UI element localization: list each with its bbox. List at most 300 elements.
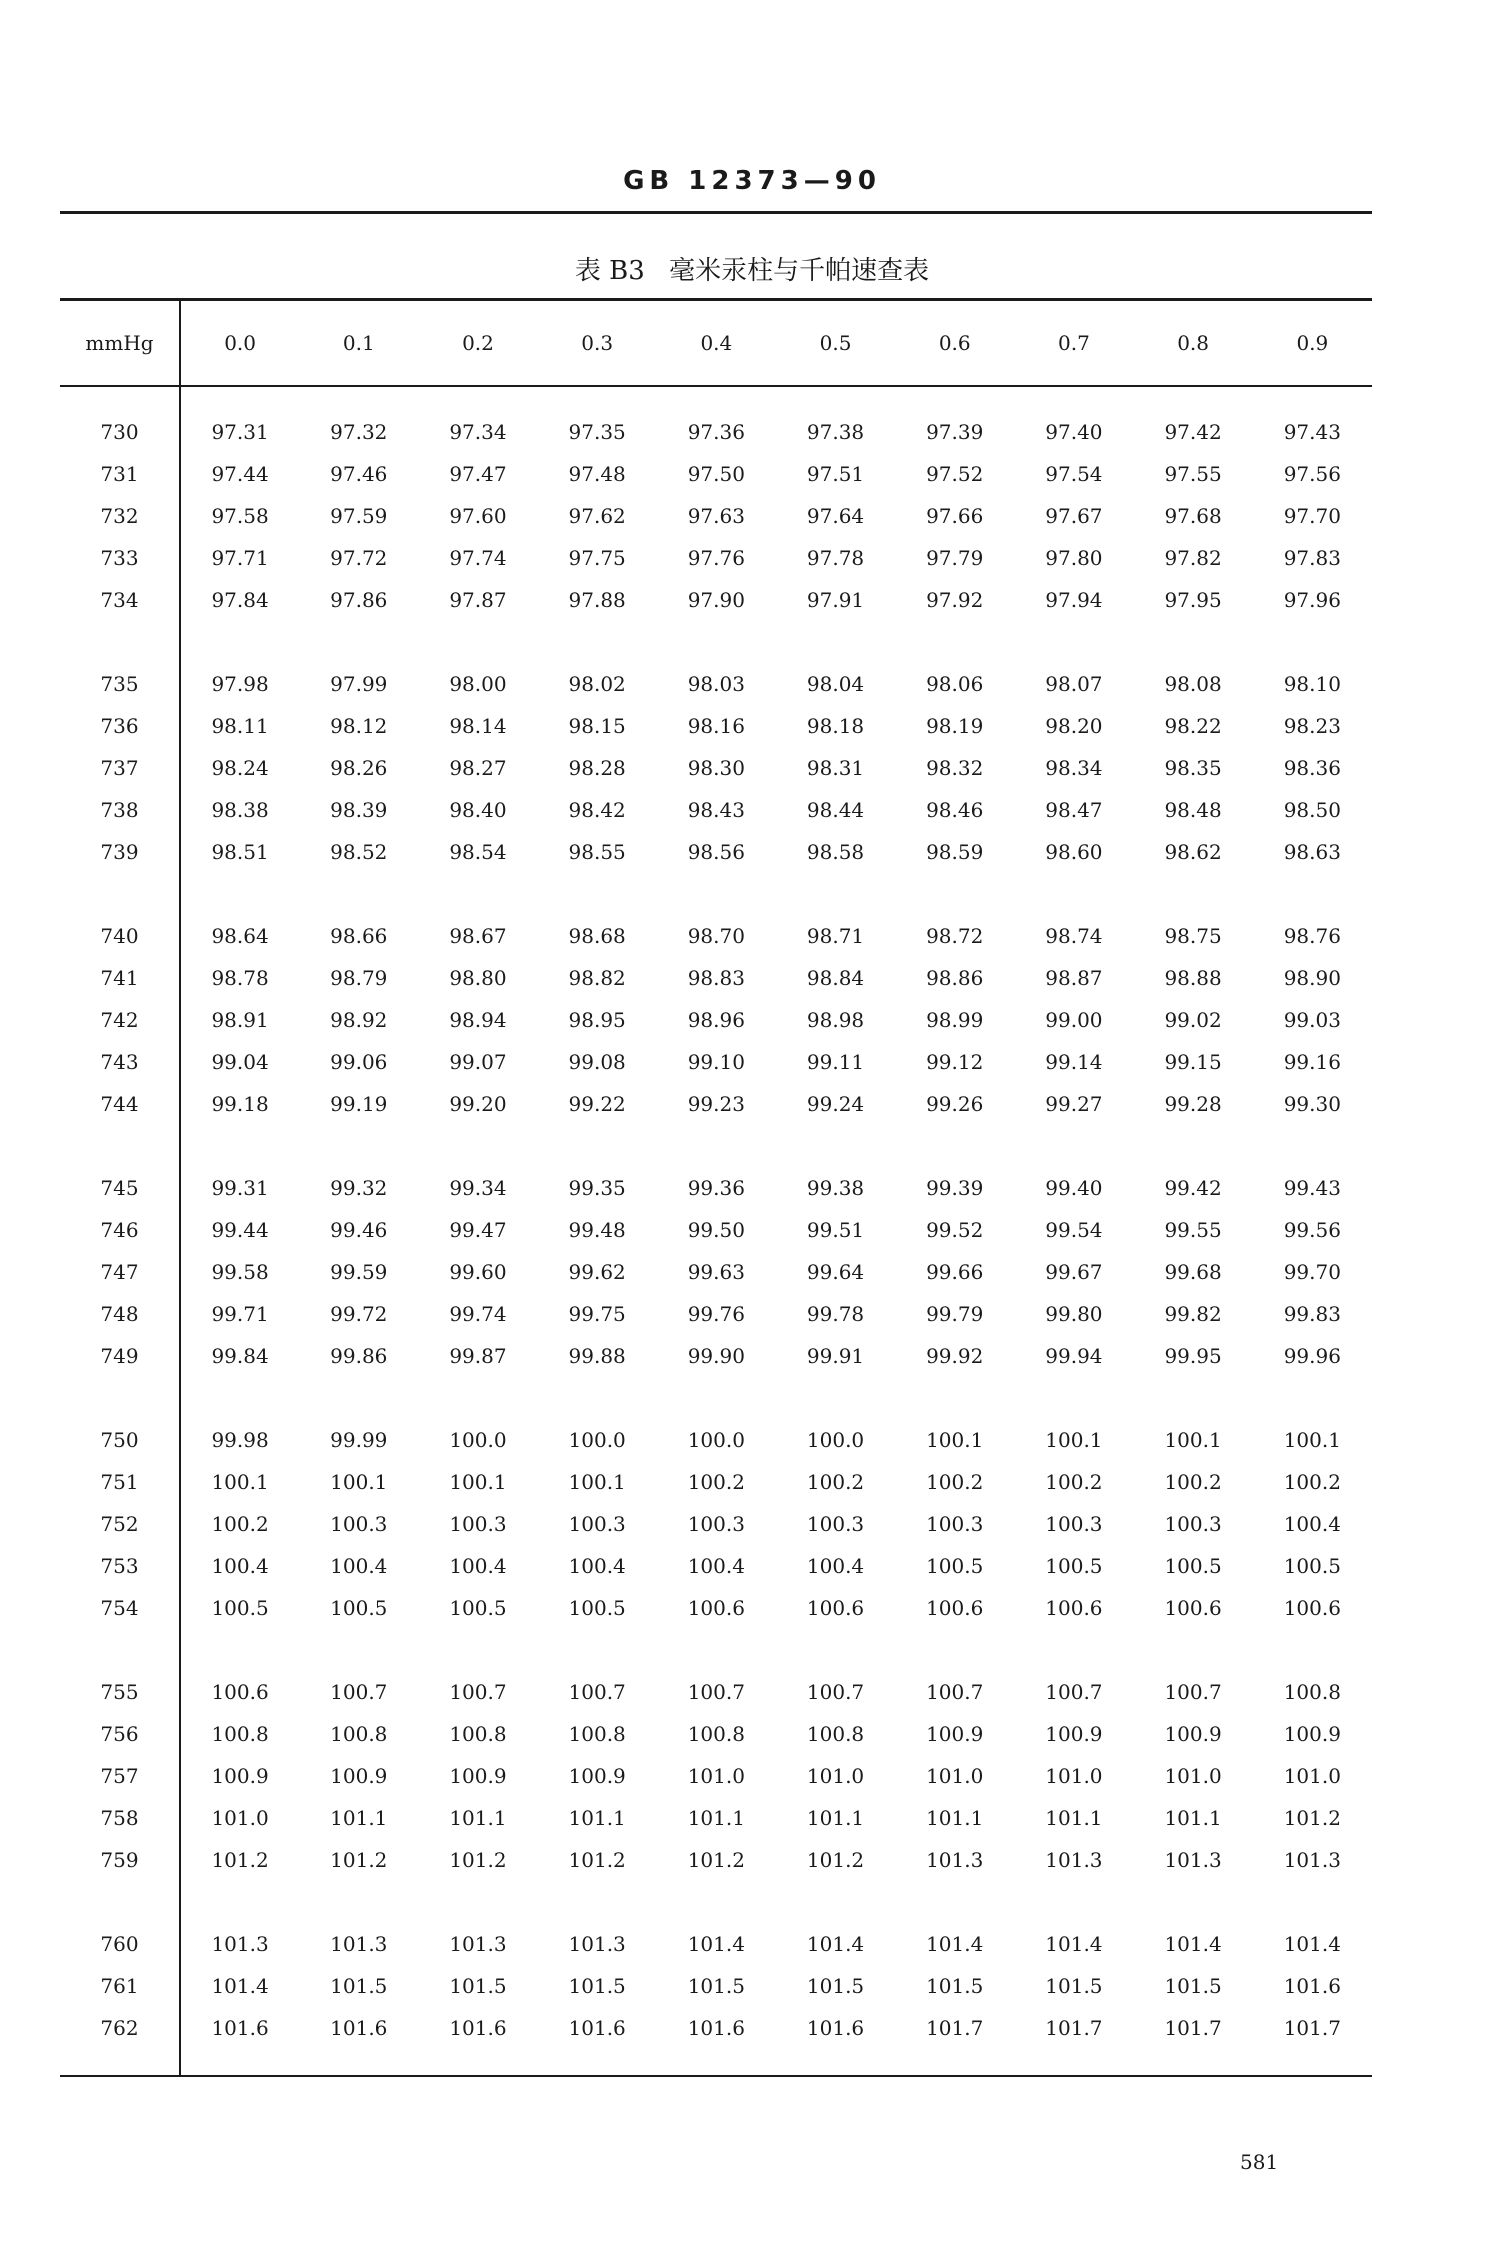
kpa-cell: 99.26 xyxy=(926,1092,984,1116)
kpa-cell: 99.86 xyxy=(330,1344,388,1368)
kpa-cell: 97.42 xyxy=(1164,420,1222,444)
kpa-cell: 101.5 xyxy=(1164,1974,1222,1998)
kpa-cell: 101.1 xyxy=(449,1806,507,1830)
table-row xyxy=(60,1167,1372,1209)
kpa-cell: 97.96 xyxy=(1283,588,1341,612)
kpa-cell: 100.4 xyxy=(687,1554,745,1578)
kpa-cell: 99.94 xyxy=(1045,1344,1103,1368)
kpa-cell: 100.9 xyxy=(1164,1722,1222,1746)
kpa-cell: 100.9 xyxy=(568,1764,626,1788)
kpa-cell: 97.50 xyxy=(687,462,745,486)
kpa-cell: 97.35 xyxy=(568,420,626,444)
mmhg-cell: 746 xyxy=(60,1209,180,1251)
kpa-cell: 98.00 xyxy=(449,672,507,696)
mmhg-cell: 735 xyxy=(60,663,180,705)
kpa-cell: 98.40 xyxy=(449,798,507,822)
kpa-cell: 99.14 xyxy=(1045,1050,1103,1074)
table-row xyxy=(60,1083,1372,1125)
kpa-cell: 99.71 xyxy=(211,1302,269,1326)
kpa-cell: 99.31 xyxy=(211,1176,269,1200)
kpa-cell: 99.40 xyxy=(1045,1176,1103,1200)
spacer-cell xyxy=(538,386,657,411)
spacer-cell xyxy=(538,1881,657,1923)
spacer-row xyxy=(60,1629,1372,1671)
kpa-cell: 98.91 xyxy=(211,1008,269,1032)
header-rule xyxy=(60,211,1372,214)
kpa-cell: 97.36 xyxy=(687,420,745,444)
kpa-cell: 98.56 xyxy=(687,840,745,864)
spacer-cell xyxy=(1014,1629,1133,1671)
kpa-cell: 101.3 xyxy=(926,1848,984,1872)
kpa-cell: 99.34 xyxy=(449,1176,507,1200)
kpa-cell: 101.6 xyxy=(1283,1974,1341,1998)
kpa-cell: 101.5 xyxy=(330,1974,388,1998)
table-row xyxy=(60,1419,1372,1461)
spacer-cell xyxy=(1014,386,1133,411)
kpa-cell: 100.3 xyxy=(806,1512,865,1536)
kpa-cell: 97.60 xyxy=(449,504,507,528)
kpa-cell: 97.94 xyxy=(1045,588,1103,612)
kpa-cell: 98.36 xyxy=(1283,756,1341,780)
kpa-cell: 98.26 xyxy=(330,756,388,780)
spacer-cell xyxy=(1014,1125,1133,1167)
kpa-cell: 100.3 xyxy=(926,1512,984,1536)
spacer-cell xyxy=(1014,1377,1133,1419)
kpa-cell: 99.23 xyxy=(687,1092,745,1116)
kpa-cell: 101.0 xyxy=(687,1764,745,1788)
spacer-row xyxy=(60,1125,1372,1167)
mmhg-cell: 753 xyxy=(60,1545,180,1587)
kpa-cell: 97.86 xyxy=(330,588,388,612)
kpa-cell: 97.80 xyxy=(1045,546,1103,570)
kpa-cell: 99.27 xyxy=(1045,1092,1103,1116)
mmhg-cell: 755 xyxy=(60,1671,180,1713)
kpa-cell: 100.3 xyxy=(568,1512,626,1536)
spacer-cell xyxy=(1134,386,1253,411)
table-row xyxy=(60,1713,1372,1755)
kpa-cell: 97.68 xyxy=(1164,504,1222,528)
table-row xyxy=(60,915,1372,957)
kpa-cell: 99.87 xyxy=(449,1344,507,1368)
kpa-cell: 101.5 xyxy=(1045,1974,1103,1998)
kpa-cell: 99.91 xyxy=(806,1344,865,1368)
kpa-cell: 98.54 xyxy=(449,840,507,864)
spacer-cell xyxy=(1253,873,1372,915)
kpa-cell: 97.70 xyxy=(1283,504,1341,528)
spacer-cell xyxy=(1253,2049,1372,2076)
kpa-cell: 100.5 xyxy=(926,1554,984,1578)
spacer-cell xyxy=(1253,1881,1372,1923)
kpa-cell: 97.92 xyxy=(926,588,984,612)
spacer-cell xyxy=(657,1881,776,1923)
kpa-cell: 100.3 xyxy=(449,1512,507,1536)
kpa-cell: 100.8 xyxy=(449,1722,507,1746)
spacer-cell xyxy=(895,2049,1014,2076)
kpa-cell: 100.1 xyxy=(211,1470,269,1494)
table-row xyxy=(60,1923,1372,1965)
kpa-cell: 101.7 xyxy=(1283,2016,1341,2040)
kpa-cell: 99.50 xyxy=(687,1218,745,1242)
kpa-cell: 98.62 xyxy=(1164,840,1222,864)
spacer-cell xyxy=(180,2049,299,2076)
mmhg-cell: 747 xyxy=(60,1251,180,1293)
kpa-cell: 99.46 xyxy=(330,1218,388,1242)
kpa-cell: 99.98 xyxy=(211,1428,269,1452)
kpa-cell: 99.18 xyxy=(211,1092,269,1116)
spacer-cell xyxy=(657,2049,776,2076)
kpa-cell: 98.78 xyxy=(211,966,269,990)
mmhg-cell: 760 xyxy=(60,1923,180,1965)
kpa-cell: 98.64 xyxy=(211,924,269,948)
spacer-cell xyxy=(60,1377,180,1419)
kpa-cell: 99.79 xyxy=(926,1302,984,1326)
spacer-cell xyxy=(60,1881,180,1923)
kpa-cell: 100.5 xyxy=(330,1596,388,1620)
spacer-cell xyxy=(895,1881,1014,1923)
kpa-cell: 99.63 xyxy=(687,1260,745,1284)
kpa-cell: 98.87 xyxy=(1045,966,1103,990)
spacer-cell xyxy=(1134,1377,1253,1419)
kpa-cell: 100.5 xyxy=(211,1596,269,1620)
kpa-cell: 101.0 xyxy=(211,1806,269,1830)
spacer-cell xyxy=(418,386,537,411)
kpa-cell: 97.87 xyxy=(449,588,507,612)
kpa-cell: 99.12 xyxy=(926,1050,984,1074)
kpa-cell: 100.8 xyxy=(211,1722,269,1746)
kpa-cell: 101.6 xyxy=(211,2016,269,2040)
column-header: 0.1 xyxy=(299,300,418,387)
spacer-cell xyxy=(299,1629,418,1671)
kpa-cell: 98.94 xyxy=(449,1008,507,1032)
kpa-cell: 99.55 xyxy=(1164,1218,1222,1242)
kpa-cell: 98.47 xyxy=(1045,798,1103,822)
kpa-cell: 98.14 xyxy=(449,714,507,738)
mmhg-cell: 748 xyxy=(60,1293,180,1335)
spacer-cell xyxy=(776,386,895,411)
mmhg-cell: 737 xyxy=(60,747,180,789)
kpa-cell: 98.86 xyxy=(926,966,984,990)
kpa-cell: 101.3 xyxy=(568,1932,626,1956)
kpa-cell: 100.2 xyxy=(687,1470,745,1494)
kpa-cell: 100.8 xyxy=(687,1722,745,1746)
kpa-cell: 100.8 xyxy=(568,1722,626,1746)
spacer-cell xyxy=(60,1629,180,1671)
kpa-cell: 100.0 xyxy=(687,1428,745,1452)
table-row xyxy=(60,1839,1372,1881)
kpa-cell: 100.3 xyxy=(330,1512,388,1536)
kpa-cell: 100.8 xyxy=(1283,1680,1341,1704)
kpa-cell: 98.63 xyxy=(1283,840,1341,864)
kpa-cell: 100.5 xyxy=(568,1596,626,1620)
kpa-cell: 100.0 xyxy=(568,1428,626,1452)
spacer-cell xyxy=(180,1629,299,1671)
kpa-cell: 99.52 xyxy=(926,1218,984,1242)
kpa-cell: 99.42 xyxy=(1164,1176,1222,1200)
kpa-cell: 100.9 xyxy=(926,1722,984,1746)
table-row xyxy=(60,453,1372,495)
column-header: 0.6 xyxy=(895,300,1014,387)
kpa-cell: 100.7 xyxy=(1045,1680,1103,1704)
kpa-cell: 98.67 xyxy=(449,924,507,948)
mmhg-cell: 752 xyxy=(60,1503,180,1545)
kpa-cell: 99.04 xyxy=(211,1050,269,1074)
table-row xyxy=(60,1251,1372,1293)
spacer-cell xyxy=(180,1377,299,1419)
spacer-cell xyxy=(299,1881,418,1923)
kpa-cell: 99.62 xyxy=(568,1260,626,1284)
mmhg-cell: 736 xyxy=(60,705,180,747)
kpa-cell: 98.39 xyxy=(330,798,388,822)
kpa-cell: 98.58 xyxy=(806,840,865,864)
kpa-cell: 98.19 xyxy=(926,714,984,738)
kpa-cell: 99.72 xyxy=(330,1302,388,1326)
kpa-cell: 97.79 xyxy=(926,546,984,570)
spacer-cell xyxy=(1014,621,1133,663)
kpa-cell: 98.80 xyxy=(449,966,507,990)
kpa-cell: 98.76 xyxy=(1283,924,1341,948)
spacer-cell xyxy=(776,2049,895,2076)
kpa-cell: 100.7 xyxy=(1164,1680,1222,1704)
spacer-cell xyxy=(418,873,537,915)
mmhg-cell: 749 xyxy=(60,1335,180,1377)
kpa-cell: 100.7 xyxy=(806,1680,865,1704)
kpa-cell: 99.20 xyxy=(449,1092,507,1116)
kpa-cell: 100.6 xyxy=(1283,1596,1341,1620)
kpa-cell: 97.91 xyxy=(806,588,865,612)
kpa-cell: 98.30 xyxy=(687,756,745,780)
spacer-cell xyxy=(60,1125,180,1167)
kpa-cell: 100.6 xyxy=(926,1596,984,1620)
spacer-cell xyxy=(180,1881,299,1923)
kpa-cell: 97.90 xyxy=(687,588,745,612)
spacer-cell xyxy=(895,386,1014,411)
column-header: 0.2 xyxy=(418,300,537,387)
kpa-cell: 98.51 xyxy=(211,840,269,864)
kpa-cell: 101.7 xyxy=(926,2016,984,2040)
spacer-cell xyxy=(299,1125,418,1167)
kpa-cell: 98.20 xyxy=(1045,714,1103,738)
table-row xyxy=(60,957,1372,999)
spacer-cell xyxy=(1253,1125,1372,1167)
spacer-cell xyxy=(299,1377,418,1419)
kpa-cell: 98.92 xyxy=(330,1008,388,1032)
kpa-cell: 99.74 xyxy=(449,1302,507,1326)
kpa-cell: 97.76 xyxy=(687,546,745,570)
kpa-cell: 99.68 xyxy=(1164,1260,1222,1284)
spacer-cell xyxy=(895,1629,1014,1671)
kpa-cell: 100.5 xyxy=(1164,1554,1222,1578)
mmhg-cell: 742 xyxy=(60,999,180,1041)
kpa-cell: 99.92 xyxy=(926,1344,984,1368)
kpa-cell: 98.59 xyxy=(926,840,984,864)
kpa-cell: 101.3 xyxy=(330,1932,388,1956)
spacer-cell xyxy=(180,621,299,663)
table-row xyxy=(60,999,1372,1041)
kpa-cell: 101.3 xyxy=(1164,1848,1222,1872)
kpa-cell: 100.1 xyxy=(926,1428,984,1452)
kpa-cell: 100.5 xyxy=(1283,1554,1341,1578)
kpa-cell: 98.43 xyxy=(687,798,745,822)
kpa-cell: 101.6 xyxy=(687,2016,745,2040)
mmhg-cell: 731 xyxy=(60,453,180,495)
table-row xyxy=(60,663,1372,705)
spacer-cell xyxy=(1134,2049,1253,2076)
table-row xyxy=(60,1335,1372,1377)
kpa-cell: 101.4 xyxy=(1164,1932,1222,1956)
kpa-cell: 101.4 xyxy=(1283,1932,1341,1956)
spacer-cell xyxy=(1014,1881,1133,1923)
kpa-cell: 98.38 xyxy=(211,798,269,822)
kpa-cell: 98.79 xyxy=(330,966,388,990)
spacer-cell xyxy=(1253,621,1372,663)
spacer-cell xyxy=(418,621,537,663)
kpa-cell: 97.34 xyxy=(449,420,507,444)
kpa-cell: 100.0 xyxy=(449,1428,507,1452)
kpa-cell: 101.6 xyxy=(449,2016,507,2040)
table-title: 毫米汞柱与千帕速查表 xyxy=(669,256,930,286)
kpa-cell: 98.10 xyxy=(1283,672,1341,696)
kpa-cell: 99.19 xyxy=(330,1092,388,1116)
spacer-cell xyxy=(538,621,657,663)
mmhg-cell: 740 xyxy=(60,915,180,957)
mmhg-cell: 734 xyxy=(60,579,180,621)
kpa-cell: 101.7 xyxy=(1045,2016,1103,2040)
kpa-cell: 100.7 xyxy=(330,1680,388,1704)
spacer-row xyxy=(60,1377,1372,1419)
table-row xyxy=(60,579,1372,621)
table-caption xyxy=(0,250,1504,287)
kpa-cell: 97.88 xyxy=(568,588,626,612)
kpa-cell: 97.48 xyxy=(568,462,626,486)
kpa-cell: 98.18 xyxy=(806,714,865,738)
kpa-cell: 98.12 xyxy=(330,714,388,738)
spacer-cell xyxy=(657,386,776,411)
kpa-cell: 97.82 xyxy=(1164,546,1222,570)
kpa-cell: 100.7 xyxy=(687,1680,745,1704)
kpa-cell: 101.7 xyxy=(1164,2016,1222,2040)
mmhg-cell: 730 xyxy=(60,411,180,453)
kpa-cell: 100.4 xyxy=(806,1554,865,1578)
mmhg-cell: 732 xyxy=(60,495,180,537)
spacer-cell xyxy=(895,1377,1014,1419)
kpa-cell: 101.4 xyxy=(1045,1932,1103,1956)
kpa-cell: 101.5 xyxy=(687,1974,745,1998)
table-label: 表 B3 xyxy=(574,256,645,286)
kpa-cell: 100.0 xyxy=(806,1428,865,1452)
kpa-cell: 99.38 xyxy=(806,1176,865,1200)
kpa-cell: 99.84 xyxy=(211,1344,269,1368)
kpa-cell: 97.75 xyxy=(568,546,626,570)
kpa-cell: 101.3 xyxy=(211,1932,269,1956)
kpa-cell: 98.35 xyxy=(1164,756,1222,780)
kpa-cell: 98.66 xyxy=(330,924,388,948)
spacer-cell xyxy=(180,386,299,411)
spacer-cell xyxy=(1134,1629,1253,1671)
spacer-cell xyxy=(418,1881,537,1923)
kpa-cell: 99.02 xyxy=(1164,1008,1222,1032)
table-row xyxy=(60,1461,1372,1503)
spacer-cell xyxy=(895,621,1014,663)
kpa-cell: 99.56 xyxy=(1283,1218,1341,1242)
kpa-cell: 99.80 xyxy=(1045,1302,1103,1326)
kpa-cell: 99.28 xyxy=(1164,1092,1222,1116)
spacer-cell xyxy=(1014,2049,1133,2076)
kpa-cell: 98.07 xyxy=(1045,672,1103,696)
kpa-cell: 97.52 xyxy=(926,462,984,486)
kpa-cell: 97.98 xyxy=(211,672,269,696)
spacer-cell xyxy=(299,386,418,411)
kpa-cell: 101.6 xyxy=(568,2016,626,2040)
spacer-cell xyxy=(895,873,1014,915)
kpa-cell: 98.60 xyxy=(1045,840,1103,864)
kpa-cell: 100.4 xyxy=(449,1554,507,1578)
mmhg-cell: 750 xyxy=(60,1419,180,1461)
kpa-cell: 98.32 xyxy=(926,756,984,780)
spacer-cell xyxy=(1014,873,1133,915)
kpa-cell: 100.7 xyxy=(926,1680,984,1704)
spacer-cell xyxy=(418,1377,537,1419)
kpa-cell: 98.04 xyxy=(806,672,865,696)
mmhg-cell: 761 xyxy=(60,1965,180,2007)
kpa-cell: 98.27 xyxy=(449,756,507,780)
kpa-cell: 101.0 xyxy=(926,1764,984,1788)
kpa-cell: 100.4 xyxy=(211,1554,269,1578)
spacer-cell xyxy=(657,873,776,915)
kpa-cell: 99.00 xyxy=(1045,1008,1103,1032)
kpa-cell: 99.82 xyxy=(1164,1302,1222,1326)
table-row xyxy=(60,1797,1372,1839)
kpa-cell: 97.95 xyxy=(1164,588,1222,612)
kpa-cell: 100.1 xyxy=(1283,1428,1341,1452)
kpa-cell: 101.1 xyxy=(687,1806,745,1830)
document-code-header: GB 12373—90 xyxy=(623,166,881,196)
mmhg-cell: 745 xyxy=(60,1167,180,1209)
kpa-cell: 99.11 xyxy=(806,1050,865,1074)
kpa-cell: 99.07 xyxy=(449,1050,507,1074)
kpa-cell: 101.5 xyxy=(568,1974,626,1998)
kpa-cell: 98.11 xyxy=(211,714,269,738)
kpa-cell: 97.31 xyxy=(211,420,269,444)
kpa-cell: 98.02 xyxy=(568,672,626,696)
kpa-cell: 98.48 xyxy=(1164,798,1222,822)
kpa-cell: 98.55 xyxy=(568,840,626,864)
kpa-cell: 99.78 xyxy=(806,1302,865,1326)
kpa-cell: 101.1 xyxy=(1045,1806,1103,1830)
kpa-cell: 97.84 xyxy=(211,588,269,612)
spacer-cell xyxy=(60,621,180,663)
kpa-cell: 99.48 xyxy=(568,1218,626,1242)
kpa-cell: 98.50 xyxy=(1283,798,1341,822)
kpa-cell: 99.76 xyxy=(687,1302,745,1326)
kpa-cell: 100.2 xyxy=(806,1470,865,1494)
kpa-cell: 101.0 xyxy=(1045,1764,1103,1788)
kpa-cell: 101.3 xyxy=(1045,1848,1103,1872)
kpa-cell: 99.10 xyxy=(687,1050,745,1074)
kpa-cell: 97.74 xyxy=(449,546,507,570)
kpa-cell: 99.36 xyxy=(687,1176,745,1200)
spacer-cell xyxy=(657,621,776,663)
spacer-cell xyxy=(1253,386,1372,411)
kpa-cell: 98.08 xyxy=(1164,672,1222,696)
kpa-cell: 99.47 xyxy=(449,1218,507,1242)
kpa-cell: 100.2 xyxy=(926,1470,984,1494)
kpa-cell: 98.22 xyxy=(1164,714,1222,738)
kpa-cell: 101.2 xyxy=(211,1848,269,1872)
kpa-cell: 100.9 xyxy=(211,1764,269,1788)
kpa-cell: 100.4 xyxy=(330,1554,388,1578)
kpa-cell: 100.7 xyxy=(449,1680,507,1704)
mmhg-cell: 741 xyxy=(60,957,180,999)
